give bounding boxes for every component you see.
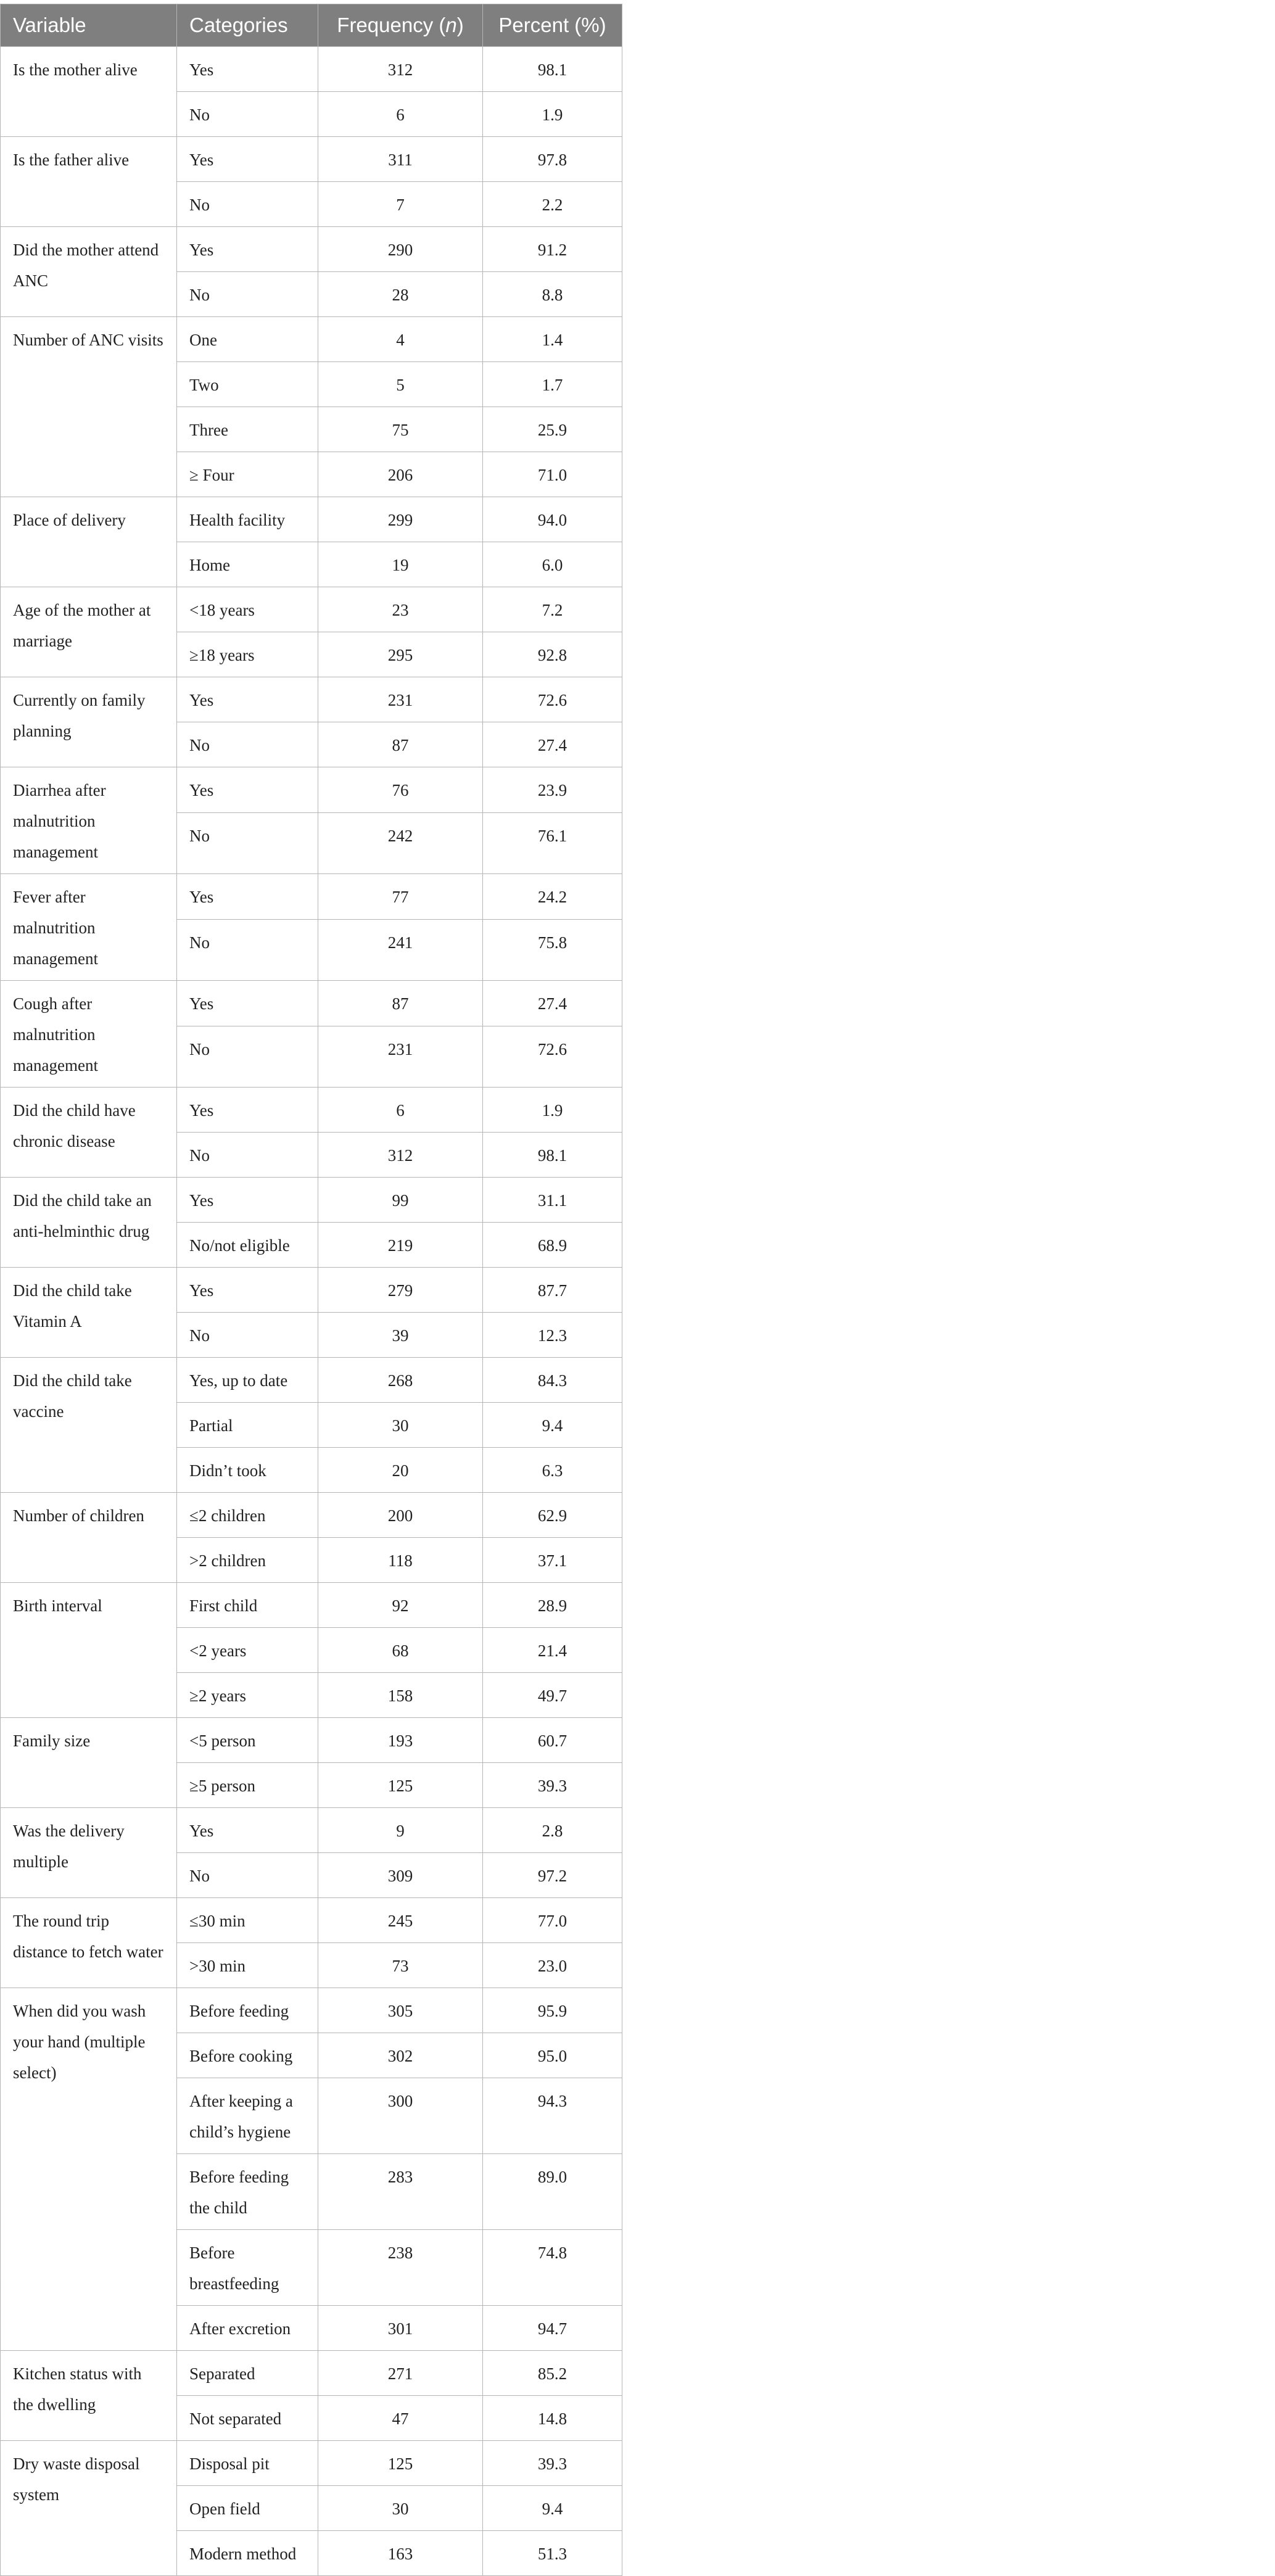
variable-cell: When did you wash your hand (multiple select) (1, 1988, 177, 2351)
category-cell: Home (177, 542, 318, 587)
percent-cell: 71.0 (483, 452, 622, 497)
frequency-cell: 271 (318, 2351, 483, 2396)
table-row (1, 1808, 622, 1853)
percent-cell: 95.9 (483, 1988, 622, 2033)
variable-cell: Is the father alive (1, 137, 177, 227)
table-header (1, 4, 622, 47)
percent-cell: 1.7 (483, 362, 622, 407)
frequency-cell: 23 (318, 587, 483, 632)
variable-cell: Did the child have chronic disease (1, 1088, 177, 1178)
category-cell: No (177, 1313, 318, 1358)
frequency-cell: 77 (318, 874, 483, 920)
category-cell: Yes (177, 767, 318, 813)
percent-cell: 8.8 (483, 272, 622, 317)
table-row (1, 47, 622, 92)
frequency-cell: 245 (318, 1898, 483, 1943)
percent-cell: 39.3 (483, 1763, 622, 1808)
percent-cell: 31.1 (483, 1178, 622, 1223)
data-table (0, 4, 622, 2576)
variable-cell: Kitchen status with the dwelling (1, 2351, 177, 2441)
variable-cell: Family size (1, 1718, 177, 1808)
frequency-cell: 200 (318, 1493, 483, 1538)
frequency-cell: 5 (318, 362, 483, 407)
percent-cell: 25.9 (483, 407, 622, 452)
category-cell: ≥ Four (177, 452, 318, 497)
variable-cell: Birth interval (1, 1583, 177, 1718)
frequency-cell: 219 (318, 1223, 483, 1268)
header-frequency-n: n (445, 14, 457, 36)
variable-cell: Place of delivery (1, 497, 177, 587)
table-row (1, 2441, 622, 2486)
category-cell: Partial (177, 1403, 318, 1448)
frequency-cell: 4 (318, 317, 483, 362)
table-row (1, 2351, 622, 2396)
percent-cell: 84.3 (483, 1358, 622, 1403)
percent-cell: 49.7 (483, 1673, 622, 1718)
percent-cell: 37.1 (483, 1538, 622, 1583)
frequency-cell: 302 (318, 2033, 483, 2078)
variable-cell: Did the child take an anti-helminthic drug (1, 1178, 177, 1268)
header-percent: Percent (%) (483, 4, 622, 47)
frequency-cell: 300 (318, 2078, 483, 2154)
frequency-cell: 73 (318, 1943, 483, 1988)
category-cell: Separated (177, 2351, 318, 2396)
category-cell: No (177, 1853, 318, 1898)
table-row (1, 677, 622, 722)
header-frequency (318, 4, 483, 47)
percent-cell: 6.0 (483, 542, 622, 587)
percent-cell: 2.2 (483, 182, 622, 227)
frequency-cell: 19 (318, 542, 483, 587)
header-row (1, 4, 622, 47)
category-cell: Yes (177, 1808, 318, 1853)
header-categories: Categories (177, 4, 318, 47)
frequency-cell: 231 (318, 677, 483, 722)
table-row (1, 767, 622, 813)
category-cell: ≥5 person (177, 1763, 318, 1808)
percent-cell: 92.8 (483, 632, 622, 677)
variable-cell: Cough after malnutrition management (1, 981, 177, 1088)
percent-cell: 87.7 (483, 1268, 622, 1313)
category-cell: Health facility (177, 497, 318, 542)
percent-cell: 89.0 (483, 2154, 622, 2230)
category-cell: Yes (177, 874, 318, 920)
percent-cell: 76.1 (483, 812, 622, 873)
variable-cell: Diarrhea after malnutrition management (1, 767, 177, 874)
frequency-cell: 238 (318, 2230, 483, 2306)
frequency-cell: 125 (318, 2441, 483, 2486)
variable-cell: Was the delivery multiple (1, 1808, 177, 1898)
frequency-cell: 30 (318, 1403, 483, 1448)
frequency-cell: 76 (318, 767, 483, 813)
table-row (1, 1358, 622, 1403)
percent-cell: 62.9 (483, 1493, 622, 1538)
table-row (1, 227, 622, 272)
category-cell: No (177, 812, 318, 873)
category-cell: No (177, 272, 318, 317)
category-cell: Two (177, 362, 318, 407)
variable-cell: Did the mother attend ANC (1, 227, 177, 317)
category-cell: Yes (177, 137, 318, 182)
category-cell: ≤30 min (177, 1898, 318, 1943)
category-cell: <18 years (177, 587, 318, 632)
category-cell: Before breastfeeding (177, 2230, 318, 2306)
frequency-cell: 47 (318, 2396, 483, 2441)
table-row (1, 1088, 622, 1133)
variable-cell: Dry waste disposal system (1, 2441, 177, 2576)
frequency-cell: 87 (318, 981, 483, 1026)
category-cell: Open field (177, 2486, 318, 2531)
frequency-cell: 312 (318, 47, 483, 92)
percent-cell: 9.4 (483, 1403, 622, 1448)
percent-cell: 94.3 (483, 2078, 622, 2154)
frequency-cell: 68 (318, 1628, 483, 1673)
category-cell: Yes (177, 1178, 318, 1223)
percent-cell: 1.9 (483, 92, 622, 137)
variable-cell: Age of the mother at marriage (1, 587, 177, 677)
table-body (1, 47, 622, 2576)
percent-cell: 75.8 (483, 919, 622, 980)
frequency-cell: 9 (318, 1808, 483, 1853)
variable-cell: The round trip distance to fetch water (1, 1898, 177, 1988)
frequency-cell: 75 (318, 407, 483, 452)
percent-cell: 21.4 (483, 1628, 622, 1673)
percent-cell: 72.6 (483, 677, 622, 722)
category-cell: ≤2 children (177, 1493, 318, 1538)
table-row (1, 587, 622, 632)
percent-cell: 1.9 (483, 1088, 622, 1133)
category-cell: >30 min (177, 1943, 318, 1988)
percent-cell: 2.8 (483, 1808, 622, 1853)
category-cell: ≥18 years (177, 632, 318, 677)
table-row (1, 497, 622, 542)
table-row (1, 874, 622, 920)
category-cell: Three (177, 407, 318, 452)
category-cell: ≥2 years (177, 1673, 318, 1718)
category-cell: One (177, 317, 318, 362)
variable-cell: Number of children (1, 1493, 177, 1583)
table-row (1, 317, 622, 362)
category-cell: Yes (177, 981, 318, 1026)
category-cell: Yes (177, 227, 318, 272)
category-cell: Yes, up to date (177, 1358, 318, 1403)
category-cell: No (177, 1133, 318, 1178)
frequency-cell: 99 (318, 1178, 483, 1223)
category-cell: >2 children (177, 1538, 318, 1583)
category-cell: <5 person (177, 1718, 318, 1763)
percent-cell: 60.7 (483, 1718, 622, 1763)
percent-cell: 27.4 (483, 981, 622, 1026)
frequency-cell: 39 (318, 1313, 483, 1358)
category-cell: After keeping a child’s hygiene (177, 2078, 318, 2154)
frequency-cell: 92 (318, 1583, 483, 1628)
category-cell: No (177, 182, 318, 227)
category-cell: Before feeding the child (177, 2154, 318, 2230)
percent-cell: 77.0 (483, 1898, 622, 1943)
percent-cell: 94.0 (483, 497, 622, 542)
category-cell: Disposal pit (177, 2441, 318, 2486)
percent-cell: 1.4 (483, 317, 622, 362)
category-cell: No (177, 919, 318, 980)
frequency-cell: 295 (318, 632, 483, 677)
percent-cell: 27.4 (483, 722, 622, 767)
category-cell: Yes (177, 47, 318, 92)
table-row (1, 1268, 622, 1313)
percent-cell: 97.2 (483, 1853, 622, 1898)
category-cell: No (177, 92, 318, 137)
table-row (1, 981, 622, 1026)
header-variable: Variable (1, 4, 177, 47)
variable-cell: Currently on family planning (1, 677, 177, 767)
percent-cell: 12.3 (483, 1313, 622, 1358)
category-cell: Yes (177, 1088, 318, 1133)
frequency-cell: 28 (318, 272, 483, 317)
percent-cell: 23.0 (483, 1943, 622, 1988)
frequency-cell: 87 (318, 722, 483, 767)
category-cell: Yes (177, 677, 318, 722)
percent-cell: 94.7 (483, 2306, 622, 2351)
table-row (1, 1988, 622, 2033)
percent-cell: 98.1 (483, 1133, 622, 1178)
frequency-cell: 290 (318, 227, 483, 272)
category-cell: Modern method (177, 2531, 318, 2576)
variable-cell: Number of ANC visits (1, 317, 177, 497)
percent-cell: 95.0 (483, 2033, 622, 2078)
category-cell: Before cooking (177, 2033, 318, 2078)
header-frequency-close: ) (456, 14, 464, 36)
frequency-cell: 193 (318, 1718, 483, 1763)
frequency-cell: 20 (318, 1448, 483, 1493)
category-cell: No (177, 1026, 318, 1087)
frequency-cell: 118 (318, 1538, 483, 1583)
frequency-cell: 163 (318, 2531, 483, 2576)
frequency-cell: 231 (318, 1026, 483, 1087)
frequency-cell: 241 (318, 919, 483, 980)
percent-cell: 74.8 (483, 2230, 622, 2306)
frequency-cell: 30 (318, 2486, 483, 2531)
percent-cell: 7.2 (483, 587, 622, 632)
category-cell: First child (177, 1583, 318, 1628)
table-row (1, 137, 622, 182)
frequency-cell: 6 (318, 92, 483, 137)
frequency-cell: 301 (318, 2306, 483, 2351)
percent-cell: 14.8 (483, 2396, 622, 2441)
percent-cell: 28.9 (483, 1583, 622, 1628)
category-cell: Not separated (177, 2396, 318, 2441)
frequency-cell: 305 (318, 1988, 483, 2033)
table-row (1, 1493, 622, 1538)
percent-cell: 68.9 (483, 1223, 622, 1268)
percent-cell: 51.3 (483, 2531, 622, 2576)
frequency-cell: 158 (318, 1673, 483, 1718)
category-cell: No (177, 722, 318, 767)
percent-cell: 97.8 (483, 137, 622, 182)
frequency-cell: 7 (318, 182, 483, 227)
frequency-cell: 299 (318, 497, 483, 542)
category-cell: Yes (177, 1268, 318, 1313)
percent-cell: 24.2 (483, 874, 622, 920)
percent-cell: 6.3 (483, 1448, 622, 1493)
frequency-cell: 206 (318, 452, 483, 497)
frequency-cell: 309 (318, 1853, 483, 1898)
category-cell: <2 years (177, 1628, 318, 1673)
percent-cell: 72.6 (483, 1026, 622, 1087)
variable-cell: Did the child take vaccine (1, 1358, 177, 1493)
table-row (1, 1583, 622, 1628)
category-cell: No/not eligible (177, 1223, 318, 1268)
table-row (1, 1178, 622, 1223)
frequency-cell: 242 (318, 812, 483, 873)
percent-cell: 9.4 (483, 2486, 622, 2531)
percent-cell: 91.2 (483, 227, 622, 272)
category-cell: After excretion (177, 2306, 318, 2351)
category-cell: Didn’t took (177, 1448, 318, 1493)
frequency-cell: 311 (318, 137, 483, 182)
header-frequency-label: Frequency ( (337, 14, 446, 36)
table-row (1, 1898, 622, 1943)
frequency-cell: 268 (318, 1358, 483, 1403)
percent-cell: 39.3 (483, 2441, 622, 2486)
category-cell: Before feeding (177, 1988, 318, 2033)
variable-cell: Is the mother alive (1, 47, 177, 137)
frequency-cell: 312 (318, 1133, 483, 1178)
frequency-cell: 283 (318, 2154, 483, 2230)
percent-cell: 98.1 (483, 47, 622, 92)
variable-cell: Did the child take Vitamin A (1, 1268, 177, 1358)
percent-cell: 23.9 (483, 767, 622, 813)
frequency-cell: 279 (318, 1268, 483, 1313)
frequency-cell: 125 (318, 1763, 483, 1808)
frequency-cell: 6 (318, 1088, 483, 1133)
table-row (1, 1718, 622, 1763)
variable-cell: Fever after malnutrition management (1, 874, 177, 981)
percent-cell: 85.2 (483, 2351, 622, 2396)
